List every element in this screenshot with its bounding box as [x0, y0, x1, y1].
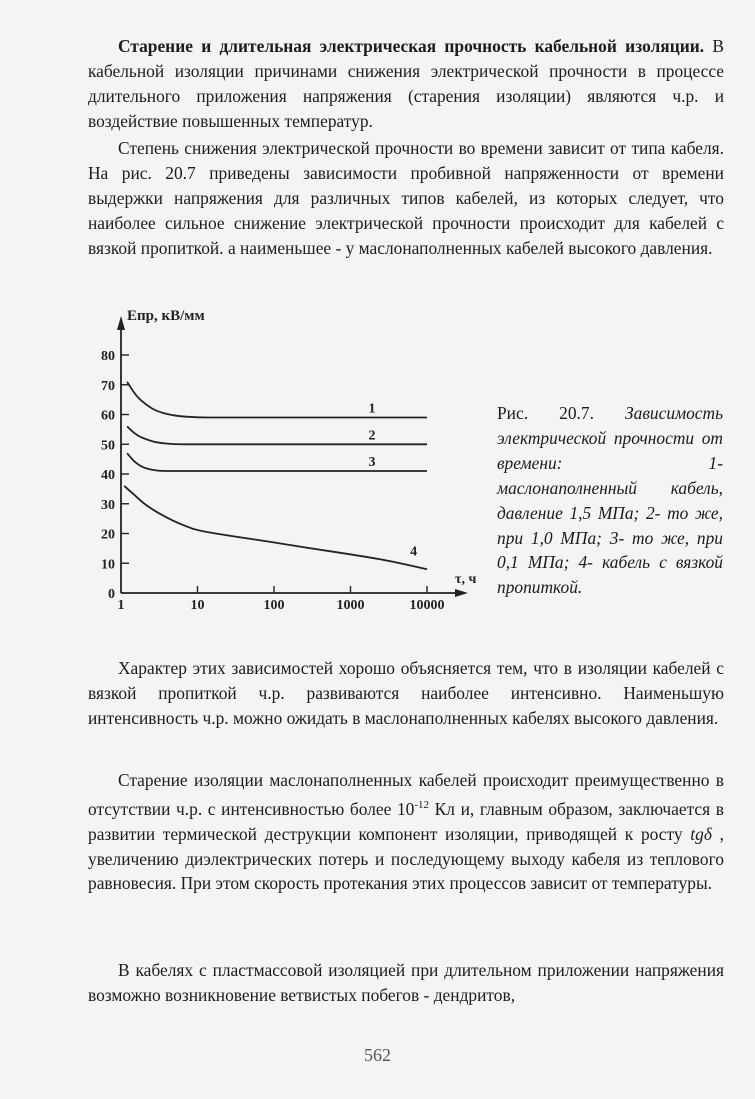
paragraph-oil-filled-aging-c: , увеличению диэлектрических потерь и последующему выходу кабеля из теплового равновесия. При этом скорость протекания этих процессов зависит от температуры.: [88, 823, 724, 894]
curve-2: [127, 426, 427, 444]
chart-curves: [124, 382, 427, 569]
y-tick-label-70: 70: [101, 378, 115, 394]
paragraph-oil-filled-aging-a: Старение изоляции маслонаполненных кабелей происходит преимущественно в отсутствии ч.р. с интенсивностью более 10: [88, 770, 724, 819]
curve-1: [127, 382, 427, 418]
curve-label-1: 1: [368, 401, 376, 417]
figure-caption-label: Рис. 20.7.: [497, 403, 594, 423]
y-tick-label-80: 80: [101, 349, 115, 364]
y-tick-label-50: 50: [101, 438, 115, 454]
axis-ticks: [101, 349, 445, 613]
paragraph-oil-filled-aging: [88, 768, 724, 896]
figure-caption-text: Зависимость электрической прочности от времени: 1- маслонаполненный кабель, давление 1,5 МПа; 2- то же, при 1,0 МПа; 3- то же, при 0,1 МПа; 4- кабель с вязкой пропиткой.: [497, 403, 723, 598]
x-tick-label-1: 1: [117, 598, 125, 613]
x-tick-label-1000: 1000: [336, 598, 365, 613]
y-tick-label-0: 0: [108, 587, 115, 602]
page-number: 562: [364, 1045, 391, 1065]
paragraph-aging-intro-text: В кабельной изоляции причинами снижения электрической прочности в процессе длительного приложения напряжения (старения изоляции) являются ч.р. и воздействие повышенных температур.: [88, 36, 724, 131]
paragraph-plastic-insulation: В кабелях с пластмассовой изоляцией при длительном приложении напряжения возможно возникновение ветвистых побегов - дендритов,: [88, 960, 724, 1005]
x-tick-label-10000: 10000: [409, 598, 445, 613]
exponent: -12: [414, 798, 430, 811]
y-axis-label: Eпр, кВ/мм: [127, 308, 205, 324]
x-axis-arrow: [455, 589, 468, 597]
x-tick-label-100: 100: [263, 598, 285, 613]
strength-vs-time-chart: [100, 300, 480, 630]
figure-caption: [497, 401, 723, 600]
y-tick-label-20: 20: [101, 527, 115, 543]
y-tick-label-60: 60: [101, 408, 115, 424]
y-tick-label-10: 10: [101, 557, 115, 573]
tan-delta-symbol: tgδ: [690, 823, 712, 844]
y-axis-arrow: [117, 316, 125, 330]
paragraph-cable-type: Степень снижения электрической прочности во времени зависит от типа кабеля. На рис. 20.7 приведены зависимости пробивной напряженности от времени выдержки напряжения для различных типов кабелей, из которых следует, что наиболее сильное снижение электрической прочности происходит для кабелей с вязкой пропиткой. а наименьшее - у маслонаполненных кабелей высокого давления.: [88, 138, 724, 258]
curve-label-3: 3: [368, 455, 376, 471]
paragraph-aging-intro: [88, 34, 724, 134]
paragraph-pd-explanation: Характер этих зависимостей хорошо объясняется тем, что в изоляции кабелей с вязкой пропиткой ч.р. развиваются наиболее интенсивно. Наименьшую интенсивность ч.р. можно ожидать в маслонаполненных кабелях высокого давления.: [88, 658, 724, 728]
curve-3: [127, 453, 427, 471]
x-axis-label: τ, ч: [455, 572, 477, 587]
paragraph-oil-filled-aging-b: Кл и, главным образом, заключается в развитии термической деструкции компонент изоляции, приводящей к росту: [88, 798, 724, 844]
y-tick-label-40: 40: [101, 468, 115, 483]
x-tick-label-10: 10: [190, 598, 205, 613]
y-tick-label-30: 30: [101, 497, 115, 513]
curve-label-2: 2: [368, 428, 376, 444]
curve-label-4: 4: [410, 544, 418, 560]
section-heading: Старение и длительная электрическая прочность кабельной изоляции.: [118, 36, 705, 56]
curve-4: [124, 486, 427, 569]
